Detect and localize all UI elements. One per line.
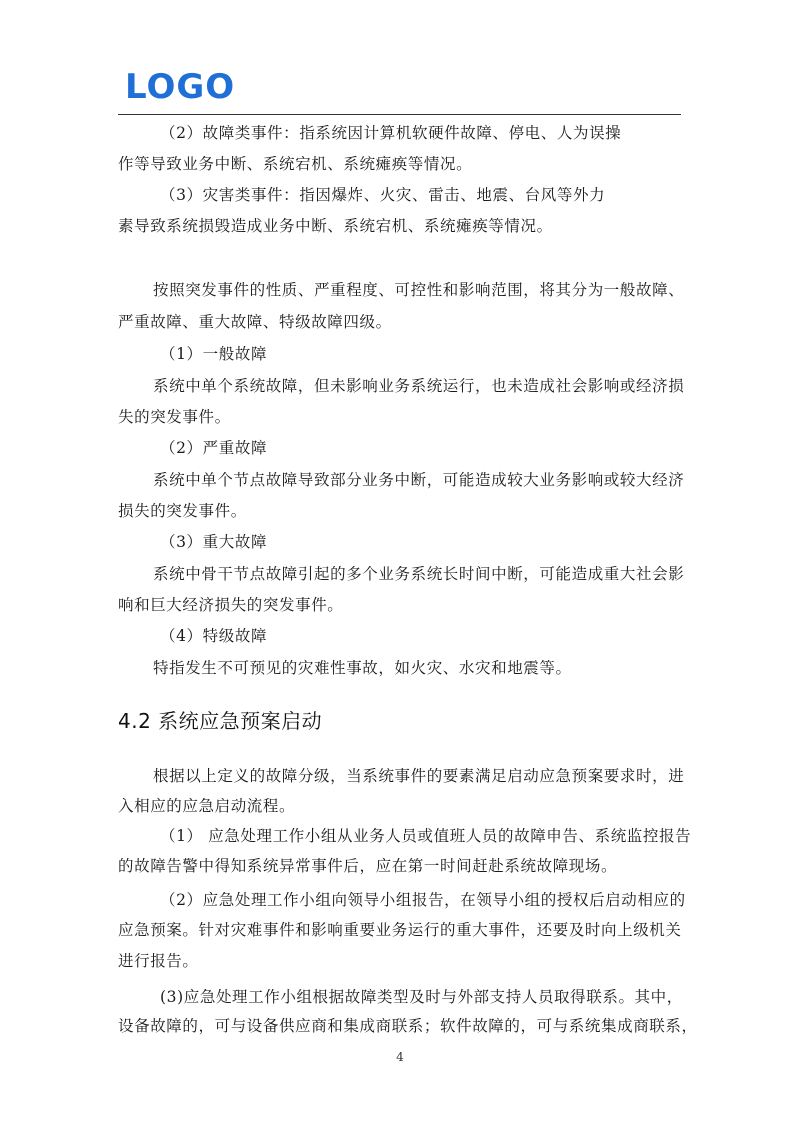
paragraph-line: 应急预案。针对灾难事件和影响重要业务运行的重大事件，还要及时向上级机关 [118, 921, 682, 939]
paragraph-line: 系统中单个节点故障导致部分业务中断，可能造成较大业务影响或较大经济 [153, 471, 685, 489]
paragraph-line: 系统中单个系统故障，但未影响业务系统运行，也未造成社会影响或经济损 [153, 377, 685, 395]
paragraph-line: 失的突发事件。 [118, 408, 231, 426]
paragraph-line: （1） 应急处理工作小组从业务人员或值班人员的故障申告、系统监控报告 [160, 827, 692, 845]
paragraph-line: 入相应的应急启动流程。 [118, 797, 296, 815]
paragraph-line: （3）灾害类事件：指因爆炸、火灾、雷击、地震、台风等外力 [160, 186, 606, 204]
paragraph-line: 素导致系统损毁造成业务中断、系统宕机、系统瘫痪等情况。 [118, 217, 553, 235]
paragraph-line: 进行报告。 [118, 952, 199, 970]
paragraph-line: (3)应急处理工作小组根据故障类型及时与外部支持人员取得联系。其中， [160, 988, 683, 1006]
paragraph-line: 系统中骨干节点故障引起的多个业务系统长时间中断，可能造成重大社会影 [153, 565, 685, 583]
list-heading: （2）严重故障 [160, 439, 268, 457]
paragraph-line: （2）故障类事件：指系统因计算机软硬件故障、停电、人为误操 [160, 124, 622, 142]
list-heading: （1）一般故障 [160, 345, 268, 363]
paragraph-line: （2）应急处理工作小组向领导小组报告，在领导小组的授权后启动相应的 [160, 891, 686, 909]
paragraph-line: 特指发生不可预见的灾难性事故，如火灾、水灾和地震等。 [153, 659, 572, 677]
paragraph-line: 响和巨大经济损失的突发事件。 [118, 596, 344, 614]
paragraph-line: 严重故障、重大故障、特级故障四级。 [118, 313, 392, 331]
page-number: 4 [396, 1050, 404, 1064]
header-divider [118, 114, 681, 115]
paragraph-line: 设备故障的，可与设备供应商和集成商联系；软件故障的，可与系统集成商联系， [118, 1017, 698, 1035]
paragraph-line: 作等导致业务中断、系统宕机、系统瘫痪等情况。 [118, 155, 473, 173]
paragraph-line: 按照突发事件的性质、严重程度、可控性和影响范围，将其分为一般故障、 [153, 281, 685, 299]
paragraph-line: 根据以上定义的故障分级，当系统事件的要素满足启动应急预案要求时，进 [153, 767, 685, 785]
paragraph-line: 损失的突发事件。 [118, 502, 247, 520]
list-heading: （4）特级故障 [160, 627, 268, 645]
list-heading: （3）重大故障 [160, 533, 268, 551]
logo: LOGO [125, 67, 236, 107]
paragraph-line: 的故障告警中得知系统异常事件后，应在第一时间赶赴系统故障现场。 [118, 857, 618, 875]
section-heading: 4.2 系统应急预案启动 [118, 709, 323, 733]
